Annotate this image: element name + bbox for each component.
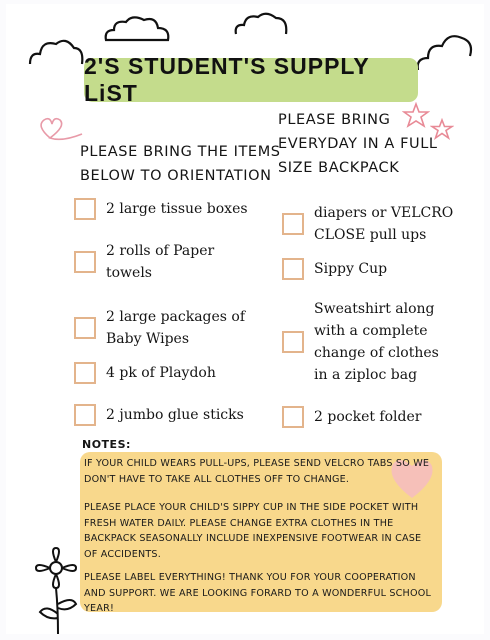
left-supply-item (74, 306, 245, 350)
cloud-icon (414, 30, 474, 74)
supply-label: 2 large packages of Baby Wipes (106, 309, 246, 347)
supply-label: 2 rolls of Paper towels (106, 243, 215, 281)
supply-label: 2 large tissue boxes (106, 201, 248, 217)
checkbox[interactable] (282, 406, 304, 428)
supply-label: Sippy Cup (314, 261, 388, 277)
right-supply-item (282, 406, 421, 428)
supply-label: Sweatshirt along with a complete change of clothes in a ziploc bag (314, 301, 439, 383)
left-supply-item (74, 240, 214, 284)
notes-paragraph: IF YOUR CHILD WEARS PULL-UPS, PLEASE SEND VELCRO TABS SO WE DON'T HAVE TO TAKE ALL CLOTHES OFF TO CHANGE. (84, 458, 430, 485)
right-supply-item (282, 258, 387, 280)
right-supply-item (282, 298, 439, 386)
notes-label: NOTES: (82, 438, 131, 451)
page-title: 2'S STUDENT'S SUPPLY LiST (84, 53, 370, 106)
right-supply-item (282, 202, 453, 246)
flower-icon (28, 544, 88, 636)
cloud-icon (232, 12, 290, 38)
supply-label: diapers or VELCRO CLOSE pull ups (314, 205, 454, 243)
left-supply-item (74, 404, 244, 426)
cloud-icon (102, 16, 172, 44)
notes-paragraph: PLEASE PLACE YOUR CHILD'S SIPPY CUP IN THE SIDE POCKET WITH FRESH WATER DAILY. PLEASE CHANGE EXTRA CLOTHES IN THE BACKPACK SEASONALLY INCLUDE INEXPENSIVE FOOTWEAR IN CASE OF ACCIDENTS. (84, 502, 422, 560)
supply-label: 2 pocket folder (314, 409, 422, 425)
notes-paragraph: PLEASE LABEL EVERYTHING! THANK YOU FOR YOUR COOPERATION AND SUPPORT. WE ARE LOOKING FORARD TO A WONDERFUL SCHOOL YEAR! (84, 572, 432, 614)
left-column-heading: PLEASE BRING THE ITEMS BELOW TO ORIENTATION (80, 144, 281, 184)
checkbox[interactable] (74, 404, 96, 426)
supply-list-page (6, 4, 484, 634)
left-supply-item (74, 198, 248, 220)
title-banner (84, 53, 418, 106)
left-supply-item (74, 362, 216, 384)
supply-label: 4 pk of Playdoh (106, 365, 216, 381)
checkbox[interactable] (282, 258, 304, 280)
checkbox[interactable] (74, 251, 96, 273)
right-column-heading: PLEASE BRING EVERYDAY IN A FULL SIZE BACKPACK (278, 112, 438, 176)
checkbox[interactable] (74, 317, 96, 339)
heart-icon (34, 112, 84, 146)
checkbox[interactable] (282, 213, 304, 235)
checkbox[interactable] (282, 331, 304, 353)
cloud-icon (28, 34, 84, 68)
checkbox[interactable] (74, 362, 96, 384)
checkbox[interactable] (74, 198, 96, 220)
supply-label: 2 jumbo glue sticks (106, 407, 244, 423)
